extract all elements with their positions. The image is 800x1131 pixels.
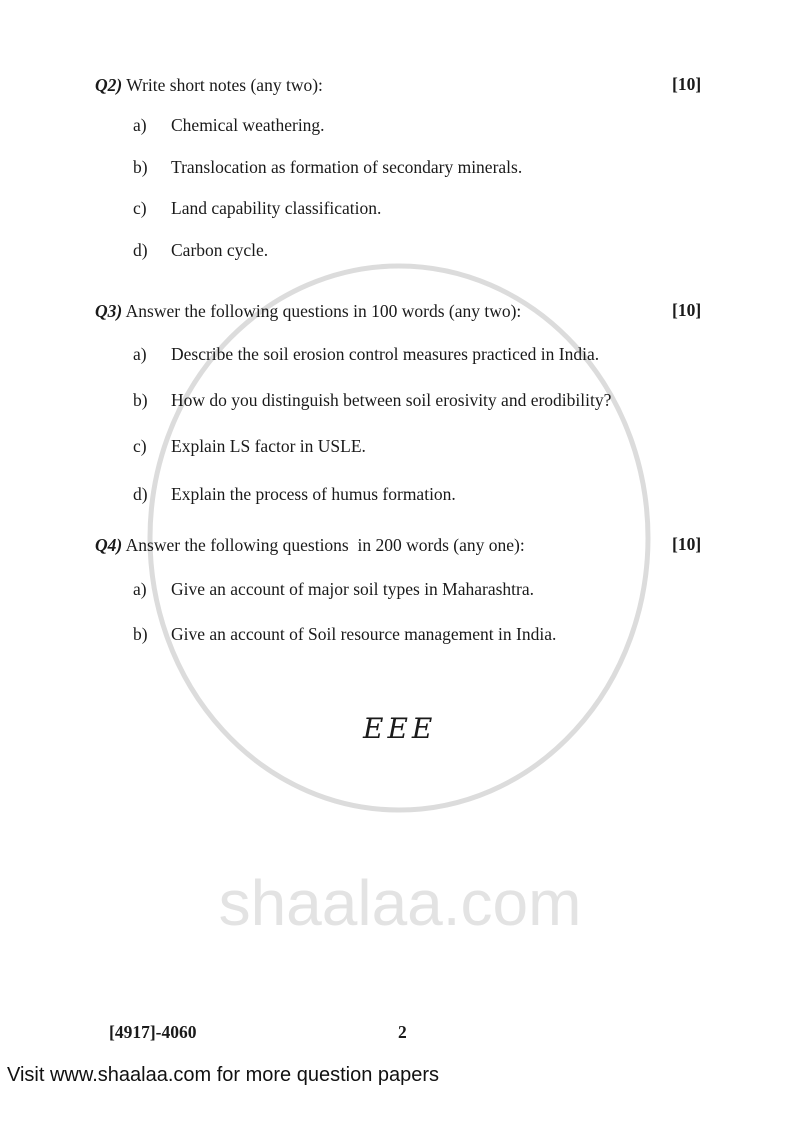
item-label: b) [133, 157, 148, 177]
item-text: Explain LS factor in USLE. [171, 436, 366, 456]
watermark-text: shaalaa.com [218, 867, 582, 939]
question-q4 [95, 534, 525, 556]
question-marks: [10] [672, 534, 702, 554]
item-label: a) [133, 115, 147, 135]
item-label: b) [133, 390, 148, 410]
item-label: d) [133, 484, 148, 504]
end-mark: EEE [363, 712, 437, 745]
question-text: Answer the following questions in 100 words (any two): [125, 301, 522, 321]
question-q3 [95, 300, 521, 322]
item-text: Chemical weathering. [171, 115, 325, 135]
item-text: Give an account of Soil resource management in India. [171, 624, 557, 644]
question-text: Write short notes (any two): [126, 75, 323, 95]
item-label: a) [133, 344, 147, 364]
item-text: Give an account of major soil types in Maharashtra. [171, 579, 535, 599]
item-text: Land capability classification. [171, 198, 382, 218]
item-label: c) [133, 198, 147, 218]
question-marks: [10] [672, 74, 702, 94]
item-label: d) [133, 240, 148, 260]
item-text: Translocation as formation of secondary minerals. [171, 157, 523, 177]
question-marks: [10] [672, 300, 702, 320]
item-text: Carbon cycle. [171, 240, 269, 260]
question-q2 [95, 74, 323, 96]
paper-code: [4917]-4060 [109, 1022, 197, 1042]
question-text: Answer the following questions in 200 words (any one): [125, 535, 525, 555]
promo-banner: Visit www.shaalaa.com for more question papers [7, 1064, 440, 1086]
question-number: Q3) [95, 301, 123, 321]
question-number: Q2) [95, 75, 123, 95]
question-number: Q4) [95, 535, 123, 555]
page-number: 2 [398, 1022, 407, 1042]
item-label: a) [133, 579, 147, 599]
item-text: Describe the soil erosion control measures practiced in India. [171, 344, 600, 364]
item-label: c) [133, 436, 147, 456]
item-label: b) [133, 624, 148, 644]
item-text: How do you distinguish between soil erosivity and erodibility? [171, 390, 612, 410]
item-text: Explain the process of humus formation. [171, 484, 456, 504]
